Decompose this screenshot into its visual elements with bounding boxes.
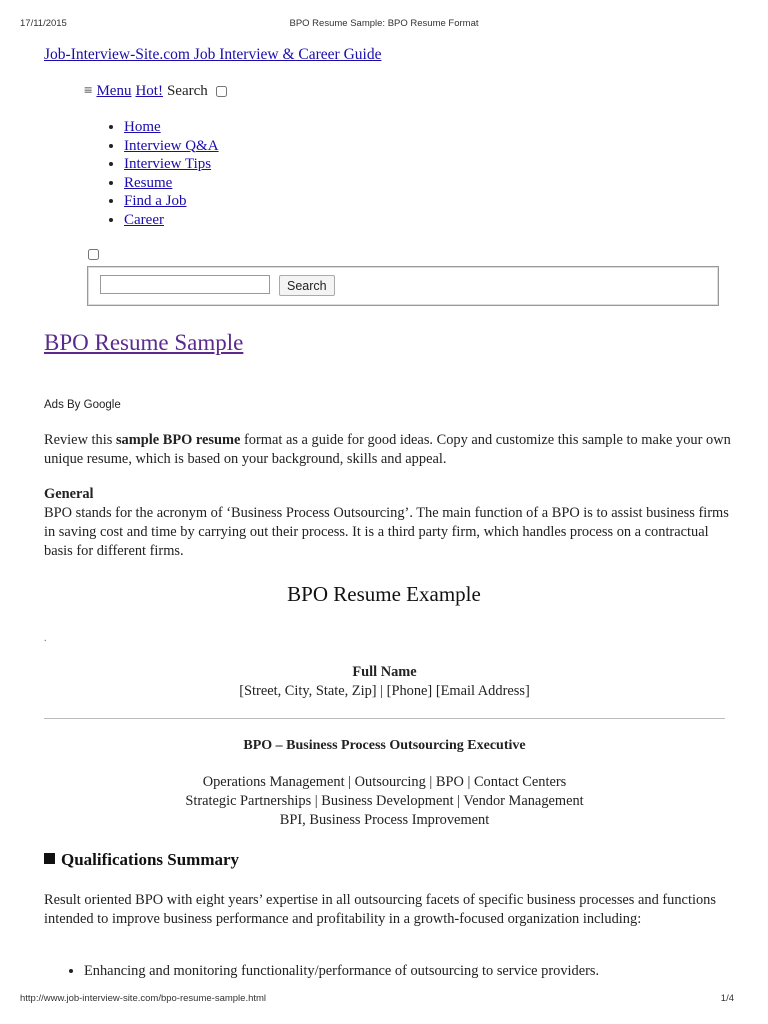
hot-link[interactable]: Hot! (135, 83, 163, 99)
skills-line: Strategic Partnerships | Business Development | Vendor Management (185, 793, 584, 809)
print-url: http://www.job-interview-site.com/bpo-resume-sample.html (20, 993, 267, 1004)
nav-item-home (124, 118, 219, 137)
divider (44, 718, 725, 719)
hamburger-icon: ≡ (84, 83, 93, 99)
general-heading: General (44, 486, 94, 502)
intro-text-after: format as a guide for good ideas. Copy and customize this sample to make your own unique resume, which is based on your background, skills and appeal. (44, 432, 731, 467)
resume-skills (44, 773, 725, 830)
nav-link-find-a-job[interactable]: Find a Job (124, 193, 187, 210)
nav-link-interview-qa[interactable]: Interview Q&A (124, 137, 219, 154)
nav-link-home[interactable]: Home (124, 119, 161, 135)
intro-bold-text: sample BPO resume (115, 432, 241, 448)
nav-item-career (124, 211, 219, 230)
nav-link-career[interactable]: Career (124, 211, 164, 228)
resume-contact-line: [Street, City, State, Zip] | [Phone] [Email Address] (239, 683, 530, 699)
ads-label: Ads By Google (44, 399, 121, 411)
skills-line: Operations Management | Outsourcing | BPO | Contact Centers (202, 774, 567, 790)
search-form (87, 266, 719, 306)
page-title[interactable]: BPO Resume Sample (44, 330, 244, 355)
resume-full-name: Full Name (352, 664, 417, 680)
resume-example-heading: BPO Resume Example (287, 582, 481, 606)
small-dot: . (44, 633, 47, 644)
menu-bar (84, 83, 227, 100)
qualifications-heading-text: Qualifications Summary (61, 850, 240, 869)
print-date: 17/11/2015 (20, 18, 67, 29)
qualifications-heading (44, 850, 239, 870)
qualifications-paragraph: Result oriented BPO with eight years’ expertise in all outsourcing facets of specific business processes and functions intended to improve business performance and profitability in a growth-focused organization including: (44, 892, 716, 927)
general-section (44, 485, 734, 561)
print-page-title: BPO Resume Sample: BPO Resume Format (289, 18, 479, 29)
nav-list (106, 118, 219, 230)
search-toggle-checkbox[interactable] (216, 86, 227, 97)
square-bullet-icon (44, 853, 55, 864)
nav-link-resume[interactable]: Resume (124, 174, 173, 191)
menu-link[interactable]: Menu (96, 83, 132, 99)
nav-item-interview-tips (124, 155, 219, 174)
general-text: BPO stands for the acronym of ‘Business Process Outsourcing’. The main function of a BPO is to assist business firms in saving cost and time by carrying out their process. It is a third party firm, which handles process on a contractual basis for different firms. (44, 505, 729, 559)
intro-paragraph (44, 431, 734, 469)
resume-role: BPO – Business Process Outsourcing Executive (243, 738, 526, 753)
nav-item-find-a-job (124, 192, 219, 211)
site-title-link[interactable]: Job-Interview-Site.com Job Interview & Career Guide (44, 46, 382, 63)
search-input[interactable] (100, 275, 270, 294)
print-page-number: 1/4 (720, 993, 734, 1004)
nav-item-resume (124, 174, 219, 193)
intro-text-before: Review this (44, 432, 116, 448)
qualifications-list (66, 963, 744, 980)
list-item: • Enhancing and monitoring functionality/performance of outsourcing to service providers. (84, 963, 744, 980)
skills-line: BPI, Business Process Improvement (279, 812, 490, 828)
search-label: Search (166, 83, 208, 99)
nav-link-interview-tips[interactable]: Interview Tips (124, 156, 212, 173)
menu-toggle-checkbox[interactable] (88, 249, 99, 260)
search-button[interactable]: Search (279, 275, 335, 296)
nav-item-interview-qa (124, 137, 219, 156)
